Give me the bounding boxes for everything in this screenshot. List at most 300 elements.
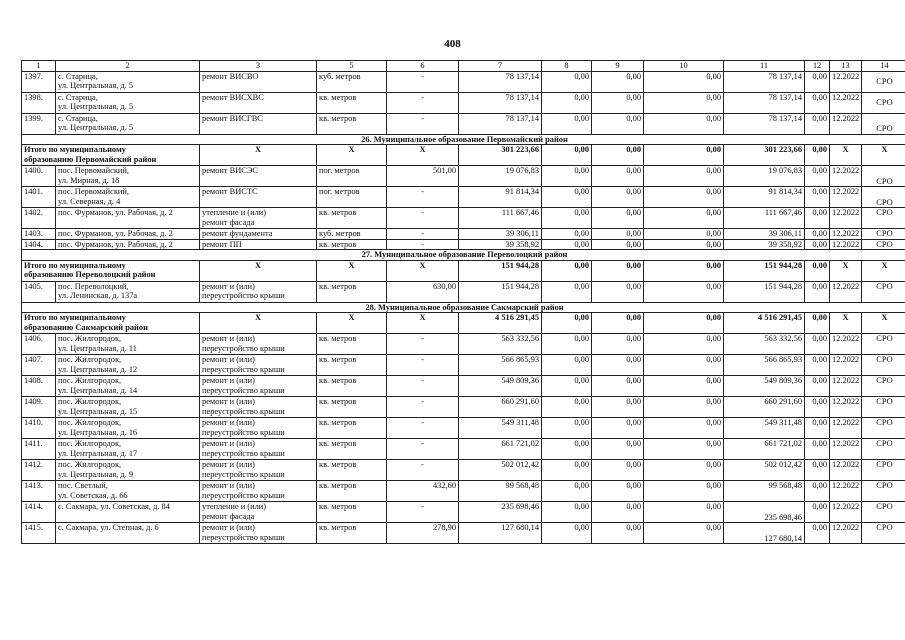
work-type-cell-line: ремонт ВИСТС [202, 187, 258, 196]
table-row [22, 208, 905, 229]
table-row [22, 187, 905, 208]
subtotal-c10: 0,00 [644, 145, 724, 166]
unit-cell: куб. метров [317, 229, 387, 240]
quantity-cell: - [387, 187, 459, 208]
col9-cell: 0,00 [592, 281, 644, 302]
column-number-cell: 14 [862, 61, 905, 72]
address-cell [56, 113, 200, 134]
work-type-cell-line: ремонт и (или) [202, 334, 255, 343]
work-type-cell [200, 281, 317, 302]
method-cell: СРО [862, 355, 905, 376]
work-type-cell-line: ремонт и (или) [202, 355, 255, 364]
completion-date-cell: 12.2022 [830, 281, 862, 302]
work-type-cell-line: переустройство крыши [202, 469, 285, 479]
col8-cell: 0,00 [542, 397, 592, 418]
address-cell-line: пос. Первомайский, [58, 187, 129, 196]
col10-cell: 0,00 [644, 334, 724, 355]
regional-fund-cell: 78 137,14 [724, 113, 805, 134]
quantity-cell: - [387, 460, 459, 481]
row-number: 1406. [22, 334, 56, 355]
subtotal-label-line: образованию Первомайский район [24, 154, 157, 164]
col10-cell: 0,00 [644, 71, 724, 92]
unit-cell: кв. метров [317, 334, 387, 355]
work-type-cell [200, 113, 317, 134]
capital-repair-register-table [21, 60, 905, 544]
completion-date-cell: 12.2022 [830, 71, 862, 92]
method-cell: СРО [862, 166, 905, 187]
method-cell: СРО [862, 113, 905, 134]
work-type-cell-line: ремонт ВИСВО [202, 71, 259, 81]
quantity-cell: 278,90 [387, 523, 459, 544]
col9-cell: 0,00 [592, 334, 644, 355]
quantity-cell: - [387, 208, 459, 229]
subtotal-col5: X [317, 313, 387, 334]
subtotal-c12: 0,00 [805, 145, 830, 166]
col12-cell: 0,00 [805, 481, 830, 502]
quantity-cell: 630,00 [387, 281, 459, 302]
total-cost-cell: 111 667,46 [459, 208, 542, 229]
unit-cell: кв. метров [317, 502, 387, 523]
col8-cell: 0,00 [542, 355, 592, 376]
subtotal-label-line: Итого по муниципальному [24, 145, 126, 154]
completion-date-cell: 12.2022 [830, 92, 862, 113]
table-row [22, 439, 905, 460]
subtotal-c13: X [830, 313, 862, 334]
unit-cell: кв. метров [317, 208, 387, 229]
col8-cell: 0,00 [542, 502, 592, 523]
completion-date-cell: 12.2022 [830, 439, 862, 460]
total-cost-cell: 78 137,14 [459, 71, 542, 92]
subtotal-c11: 151 944,28 [724, 260, 805, 281]
col12-cell: 0,00 [805, 239, 830, 250]
table-body [22, 61, 905, 544]
regional-fund-cell: 19 076,83 [724, 166, 805, 187]
col10-cell: 0,00 [644, 92, 724, 113]
page-number: 408 [444, 38, 461, 50]
regional-fund-cell: 549 311,48 [724, 418, 805, 439]
col9-cell: 0,00 [592, 481, 644, 502]
col10-cell: 0,00 [644, 439, 724, 460]
subtotal-col5: X [317, 145, 387, 166]
row-number: 1398. [22, 92, 56, 113]
regional-fund-cell: 661 721,02 [724, 439, 805, 460]
total-cost-cell: 549 311,48 [459, 418, 542, 439]
col9-cell: 0,00 [592, 418, 644, 439]
col9-cell: 0,00 [592, 460, 644, 481]
address-cell-line: ул. Центральная, д. 5 [58, 102, 134, 111]
work-type-cell [200, 439, 317, 460]
work-type-cell-line: переустройство крыши [202, 364, 285, 374]
quantity-cell: - [387, 355, 459, 376]
row-number: 1410. [22, 418, 56, 439]
address-cell-line: ул. Центральная, д. 5 [58, 123, 134, 132]
address-cell-line: пос. Жилгородок, [58, 439, 122, 448]
work-type-cell-line: утепление и (или) [202, 208, 267, 217]
work-type-cell [200, 376, 317, 397]
address-cell-line: пос. Фурманов, ул. Рабочая, д. 2 [58, 239, 173, 249]
address-cell-line: ул. Центральная, д. 5 [58, 81, 134, 90]
col12-cell: 0,00 [805, 376, 830, 397]
col9-cell: 0,00 [592, 376, 644, 397]
regional-fund-cell: 549 809,36 [724, 376, 805, 397]
address-cell-line: пос. Светлый, [58, 481, 108, 490]
address-cell-line: пос. Жилгородок, [58, 418, 122, 427]
column-number-cell: 6 [387, 61, 459, 72]
address-cell [56, 355, 200, 376]
work-type-cell [200, 334, 317, 355]
col10-cell: 0,00 [644, 187, 724, 208]
completion-date-cell: 12.2022 [830, 166, 862, 187]
method-cell: СРО [862, 229, 905, 240]
section-heading-row [22, 302, 905, 313]
col12-cell: 0,00 [805, 229, 830, 240]
work-type-cell-line: ремонт ВИСЭС [202, 166, 258, 175]
address-cell-line: с. Старица, [58, 92, 98, 102]
quantity-cell: - [387, 502, 459, 523]
column-number-cell: 12 [805, 61, 830, 72]
subtotal-col3: X [200, 260, 317, 281]
total-cost-cell: 39 358,92 [459, 239, 542, 250]
col8-cell: 0,00 [542, 439, 592, 460]
work-type-cell [200, 71, 317, 92]
row-number: 1408. [22, 376, 56, 397]
quantity-cell: 501,00 [387, 166, 459, 187]
work-type-cell [200, 502, 317, 523]
method-cell: СРО [862, 92, 905, 113]
subtotal-c7: 151 944,28 [459, 260, 542, 281]
work-type-cell-line: ремонт фундамента [202, 229, 273, 238]
subtotal-c8: 0,00 [542, 145, 592, 166]
subtotal-label [22, 313, 200, 334]
method-cell: СРО [862, 208, 905, 229]
regional-fund-cell: 235 698,46 [724, 502, 805, 523]
subtotal-c11: 4 516 291,45 [724, 313, 805, 334]
total-cost-cell: 99 568,48 [459, 481, 542, 502]
row-number: 1409. [22, 397, 56, 418]
regional-fund-cell: 660 291,60 [724, 397, 805, 418]
subtotal-c7: 4 516 291,45 [459, 313, 542, 334]
address-cell [56, 397, 200, 418]
method-cell: СРО [862, 239, 905, 250]
regional-fund-cell: 502 012,42 [724, 460, 805, 481]
unit-cell: куб. метров [317, 71, 387, 92]
col9-cell: 0,00 [592, 229, 644, 240]
col9-cell: 0,00 [592, 397, 644, 418]
column-number-cell: 8 [542, 61, 592, 72]
address-cell-line: пос. Фурманов, ул. Рабочая, д. 2 [58, 208, 173, 217]
method-cell: СРО [862, 523, 905, 544]
col9-cell: 0,00 [592, 113, 644, 134]
row-number: 1405. [22, 281, 56, 302]
col8-cell: 0,00 [542, 334, 592, 355]
col9-cell: 0,00 [592, 71, 644, 92]
regional-fund-cell: 99 568,48 [724, 481, 805, 502]
col8-cell: 0,00 [542, 71, 592, 92]
col12-cell: 0,00 [805, 334, 830, 355]
subtotal-c12: 0,00 [805, 313, 830, 334]
address-cell-line: пос. Жилгородок, [58, 334, 122, 343]
address-cell [56, 439, 200, 460]
row-number: 1397. [22, 71, 56, 92]
col10-cell: 0,00 [644, 229, 724, 240]
quantity-cell: - [387, 92, 459, 113]
completion-date-cell: 12.2022 [830, 239, 862, 250]
completion-date-cell: 12.2022 [830, 523, 862, 544]
address-cell [56, 281, 200, 302]
column-number-cell: 1 [22, 61, 56, 72]
col8-cell: 0,00 [542, 208, 592, 229]
row-number: 1401. [22, 187, 56, 208]
method-cell: СРО [862, 397, 905, 418]
address-cell-line: пос. Жилгородок, [58, 355, 122, 364]
method-cell: СРО [862, 334, 905, 355]
table-row [22, 481, 905, 502]
col12-cell: 0,00 [805, 166, 830, 187]
quantity-cell: - [387, 229, 459, 240]
table-row [22, 376, 905, 397]
column-number-cell: 13 [830, 61, 862, 72]
column-number-cell: 2 [56, 61, 200, 72]
work-type-cell-line: ремонт ВИСГВС [202, 113, 263, 123]
address-cell [56, 229, 200, 240]
work-type-cell-line: ремонт и (или) [202, 523, 255, 532]
address-cell-line: ул. Центральная, д. 9 [58, 469, 134, 479]
address-cell-line: с. Сакмара, ул. Степная, д. 6 [58, 523, 159, 532]
work-type-cell-line: ремонт ВИСХВС [202, 92, 264, 102]
col12-cell: 0,00 [805, 418, 830, 439]
regional-fund-cell: 151 944,28 [724, 281, 805, 302]
col12-cell: 0,00 [805, 523, 830, 544]
col12-cell: 0,00 [805, 187, 830, 208]
col10-cell: 0,00 [644, 502, 724, 523]
col10-cell: 0,00 [644, 166, 724, 187]
work-type-cell-line: переустройство крыши [202, 385, 285, 395]
address-cell [56, 334, 200, 355]
method-cell: СРО [862, 439, 905, 460]
address-cell [56, 71, 200, 92]
table-row [22, 523, 905, 544]
column-number-cell: 11 [724, 61, 805, 72]
col10-cell: 0,00 [644, 481, 724, 502]
work-type-cell-line: ремонт и (или) [202, 460, 255, 469]
completion-date-cell: 12.2022 [830, 481, 862, 502]
work-type-cell [200, 92, 317, 113]
address-cell [56, 376, 200, 397]
table-row [22, 281, 905, 302]
completion-date-cell: 12.2022 [830, 397, 862, 418]
total-cost-cell: 78 137,14 [459, 92, 542, 113]
section-title: 26. Муниципальное образование Первомайский район [22, 134, 905, 145]
unit-cell: кв. метров [317, 439, 387, 460]
address-cell-line: ул. Центральная, д. 16 [58, 427, 138, 437]
column-number-cell: 3 [200, 61, 317, 72]
total-cost-cell: 151 944,28 [459, 281, 542, 302]
subtotal-col3: X [200, 313, 317, 334]
subtotal-c7: 301 223,66 [459, 145, 542, 166]
row-number: 1407. [22, 355, 56, 376]
work-type-cell-line: ремонт ПП [202, 239, 242, 249]
method-cell: СРО [862, 187, 905, 208]
subtotal-c14: X [862, 145, 905, 166]
row-number: 1415. [22, 523, 56, 544]
table-row [22, 239, 905, 250]
unit-cell: кв. метров [317, 239, 387, 250]
work-type-cell-line: ремонт фасада [202, 511, 255, 521]
work-type-cell [200, 418, 317, 439]
method-cell: СРО [862, 418, 905, 439]
regional-fund-cell: 78 137,14 [724, 92, 805, 113]
section-title: 27. Муниципальное образование Переволоцкий район [22, 250, 905, 261]
col9-cell: 0,00 [592, 187, 644, 208]
address-cell-line: ул. Центральная, д. 12 [58, 364, 138, 374]
col10-cell: 0,00 [644, 281, 724, 302]
work-type-cell-line: переустройство крыши [202, 291, 285, 300]
subtotal-label [22, 145, 200, 166]
work-type-cell [200, 523, 317, 544]
address-cell-line: пос. Жилгородок, [58, 376, 122, 385]
total-cost-cell: 127 680,14 [459, 523, 542, 544]
address-cell-line: ул. Северная, д. 4 [58, 196, 121, 206]
unit-cell: кв. метров [317, 523, 387, 544]
work-type-cell-line: ремонт фасада [202, 217, 255, 227]
quantity-cell: - [387, 334, 459, 355]
completion-date-cell: 12.2022 [830, 460, 862, 481]
address-cell [56, 166, 200, 187]
col8-cell: 0,00 [542, 376, 592, 397]
subtotal-col6: X [387, 313, 459, 334]
address-cell [56, 239, 200, 250]
col9-cell: 0,00 [592, 208, 644, 229]
quantity-cell: - [387, 439, 459, 460]
total-cost-cell: 78 137,14 [459, 113, 542, 134]
col8-cell: 0,00 [542, 113, 592, 134]
subtotal-c14: X [862, 313, 905, 334]
regional-fund-cell: 39 306,11 [724, 229, 805, 240]
subtotal-label-line: образованию Переволоцкий район [24, 270, 156, 279]
col8-cell: 0,00 [542, 229, 592, 240]
row-number: 1403. [22, 229, 56, 240]
table-row [22, 229, 905, 240]
subtotal-label-line: Итого по муниципальному [24, 260, 126, 270]
subtotal-c12: 0,00 [805, 260, 830, 281]
address-cell-line: ул. Центральная, д. 14 [58, 385, 138, 395]
col12-cell: 0,00 [805, 92, 830, 113]
col12-cell: 0,00 [805, 397, 830, 418]
table-row [22, 397, 905, 418]
address-cell-line: ул. Советская, д. 66 [58, 490, 128, 500]
col12-cell: 0,00 [805, 502, 830, 523]
subtotal-c8: 0,00 [542, 260, 592, 281]
col12-cell: 0,00 [805, 439, 830, 460]
subtotal-c11: 301 223,66 [724, 145, 805, 166]
subtotal-c9: 0,00 [592, 145, 644, 166]
regional-fund-cell: 127 680,14 [724, 523, 805, 544]
col10-cell: 0,00 [644, 397, 724, 418]
work-type-cell [200, 481, 317, 502]
address-cell-line: с. Сакмара, ул. Советская, д. 84 [58, 502, 170, 511]
address-cell-line: с. Старица, [58, 113, 98, 123]
col12-cell: 0,00 [805, 208, 830, 229]
unit-cell: пог. метров [317, 187, 387, 208]
method-cell: СРО [862, 502, 905, 523]
work-type-cell-line: ремонт и (или) [202, 397, 255, 406]
address-cell [56, 523, 200, 544]
address-cell [56, 187, 200, 208]
unit-cell: кв. метров [317, 113, 387, 134]
column-number-cell: 5 [317, 61, 387, 72]
work-type-cell [200, 187, 317, 208]
address-cell-line: ул. Центральная, д. 17 [58, 448, 138, 458]
unit-cell: кв. метров [317, 355, 387, 376]
total-cost-cell: 19 076,83 [459, 166, 542, 187]
work-type-cell [200, 239, 317, 250]
address-cell-line: пос. Переволоцкий, [58, 281, 129, 291]
work-type-cell-line: утепление и (или) [202, 502, 267, 511]
col12-cell: 0,00 [805, 113, 830, 134]
table-row [22, 502, 905, 523]
col8-cell: 0,00 [542, 460, 592, 481]
subtotal-c14: X [862, 260, 905, 281]
col8-cell: 0,00 [542, 187, 592, 208]
completion-date-cell: 12.2022 [830, 355, 862, 376]
row-number: 1412. [22, 460, 56, 481]
row-number: 1411. [22, 439, 56, 460]
col9-cell: 0,00 [592, 502, 644, 523]
work-type-cell-line: переустройство крыши [202, 406, 285, 416]
col12-cell: 0,00 [805, 71, 830, 92]
address-cell [56, 92, 200, 113]
regional-fund-cell: 39 358,92 [724, 239, 805, 250]
col8-cell: 0,00 [542, 166, 592, 187]
method-cell: СРО [862, 71, 905, 92]
subtotal-c13: X [830, 145, 862, 166]
unit-cell: кв. метров [317, 418, 387, 439]
col10-cell: 0,00 [644, 113, 724, 134]
subtotal-row [22, 145, 905, 166]
unit-cell: кв. метров [317, 281, 387, 302]
col8-cell: 0,00 [542, 481, 592, 502]
address-cell [56, 481, 200, 502]
work-type-cell [200, 208, 317, 229]
col9-cell: 0,00 [592, 439, 644, 460]
subtotal-col6: X [387, 260, 459, 281]
work-type-cell-line: ремонт и (или) [202, 418, 255, 427]
row-number: 1404. [22, 239, 56, 250]
address-cell-line: ул. Ленинская, д. 137а [58, 291, 138, 300]
column-number-row [22, 61, 905, 72]
regional-fund-cell: 563 332,56 [724, 334, 805, 355]
completion-date-cell: 12.2022 [830, 187, 862, 208]
completion-date-cell: 12.2022 [830, 418, 862, 439]
col10-cell: 0,00 [644, 208, 724, 229]
total-cost-cell: 235 698,46 [459, 502, 542, 523]
total-cost-cell: 661 721,02 [459, 439, 542, 460]
column-number-cell: 10 [644, 61, 724, 72]
col9-cell: 0,00 [592, 166, 644, 187]
col10-cell: 0,00 [644, 355, 724, 376]
address-cell-line: пос. Жилгородок, [58, 460, 122, 469]
col10-cell: 0,00 [644, 418, 724, 439]
unit-cell: кв. метров [317, 397, 387, 418]
address-cell [56, 418, 200, 439]
table-row [22, 355, 905, 376]
table-row [22, 166, 905, 187]
work-type-cell-line: переустройство крыши [202, 532, 285, 542]
total-cost-cell: 39 306,11 [459, 229, 542, 240]
col8-cell: 0,00 [542, 523, 592, 544]
work-type-cell-line: ремонт и (или) [202, 281, 255, 291]
section-heading-row [22, 250, 905, 261]
